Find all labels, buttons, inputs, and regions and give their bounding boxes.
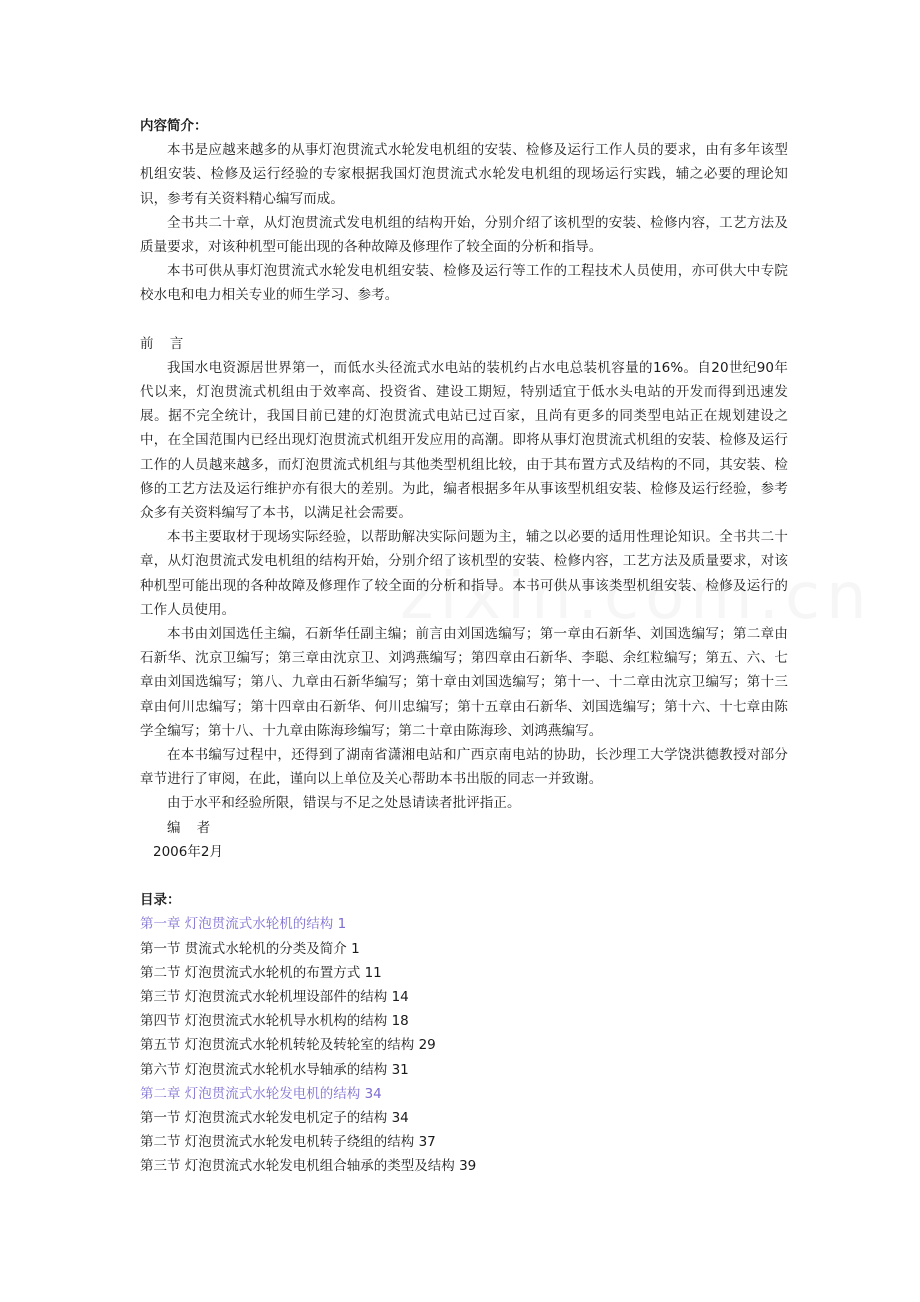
section-gap [140,308,788,332]
summary-paragraph: 本书可供从事灯泡贯流式水轮发电机组安装、检修及运行等工作的工程技术人员使用，亦可供大中专院校水电和电力相关专业的师生学习、参考。 [140,263,788,304]
foreword-heading: 前 言 [140,335,190,352]
toc-chapter-link[interactable]: 第一章 灯泡贯流式水轮机的结构 1 [140,916,347,933]
toc-section-item: 第三节 灯泡贯流式水轮机埋设部件的结构 14 [140,988,409,1005]
toc-section-item: 第二节 灯泡贯流式水轮发电机转子绕组的结构 37 [140,1134,436,1151]
toc-section-item: 第一节 灯泡贯流式水轮发电机定子的结构 34 [140,1109,409,1126]
toc-section-item: 第五节 灯泡贯流式水轮机转轮及转轮室的结构 29 [140,1037,436,1054]
summary-paragraph: 全书共二十章，从灯泡贯流式发电机组的结构开始，分别介绍了该机型的安装、检修内容，工艺方法及质量要求，对该种机型可能出现的各种故障及修理作了较全面的分析和指导。 [140,214,788,256]
toc-section-item: 第三节 灯泡贯流式水轮发电机组合轴承的类型及结构 39 [140,1158,477,1175]
foreword-paragraph: 我国水电资源居世界第一，而低水头径流式水电站的装机约占水电总装机容量的16%。自20世纪90年代以来，灯泡贯流式机组由于效率高、投资省、建设工期短，特别适宜于低水头电站的开发而得到迅速发展。据不完全统计，我国目前已建的灯泡贯流式电站已过百家，且尚有更多的同类型电站正在规划建设之中，在全国范围内已经出现灯泡贯流式机组开发应用的高潮。即将从事灯泡贯流式机组的安装、检修及运行工作的人员越来越多，而灯泡贯流式机组与其他类型机组比较，由于其布置方式及结构的不同，其安装、检修的工艺方法及运行维护亦有很大的差别。为此，编者根据多年从事该型机组安装、检修及运行经验，参考众多有关资料编写了本书，以满足社会需要。 [140,359,788,522]
toc-section-item: 第一节 贯流式水轮机的分类及简介 1 [140,940,360,957]
summary-heading: 内容简介： [140,118,208,134]
foreword-paragraph: 由于水平和经验所限，错误与不足之处恳请读者批评指正。 [167,795,521,812]
editor-signature: 编 者 [167,819,217,836]
foreword-paragraph: 在本书编写过程中，还得到了湖南省潇湘电站和广西京南电站的协助，长沙理工大学饶洪德教授对部分章节进行了审阅，在此，谨向以上单位及关心帮助本书出版的同志一并致谢。 [140,747,788,788]
toc-section-item: 第六节 灯泡贯流式水轮机水导轴承的结构 31 [140,1061,409,1078]
foreword-date: 2006年2月 [153,843,223,860]
foreword-paragraph: 本书由刘国选任主编，石新华任副主编；前言由刘国选编写；第一章由石新华、刘国选编写；第二章由石新华、沈京卫编写；第三章由沈京卫、刘鸿燕编写；第四章由石新华、李聪、余红粒编写；第五、六、七章由刘国选编写；第八、九章由石新华编写；第十章由刘国选编写；第十一、十二章由沈京卫编写；第十三章由何川忠编写；第十四章由石新华、何川忠编写；第十五章由石新华、刘国选编写；第十六、十七章由陈学全编写；第十八、十九章由陈海珍编写；第二十章由陈海珍、刘鸿燕编写。 [140,626,788,739]
document-page [140,114,788,1179]
toc-section-item: 第四节 灯泡贯流式水轮机导水机构的结构 18 [140,1013,409,1030]
foreword-paragraph: 本书主要取材于现场实际经验，以帮助解决实际问题为主，辅之以必要的适用性理论知识。全书共二十章，从灯泡贯流式发电机组的结构开始，分别介绍了该机型的安装、检修内容，工艺方法及质量要求，对该种机型可能出现的各种故障及修理作了较全面的分析和指导。本书可供从事该类型机组安装、检修及运行的工作人员使用。 [140,529,788,618]
toc-section-item: 第二节 灯泡贯流式水轮机的布置方式 11 [140,964,382,981]
toc-list [140,912,788,1178]
summary-paragraph: 本书是应越来越多的从事灯泡贯流式水轮发电机组的安装、检修及运行工作人员的要求，由有多年该型机组安装、检修及运行经验的专家根据我国灯泡贯流式水轮发电机组的现场运行实践，辅之必要的理论知识，参考有关资料精心编写而成。 [140,142,788,207]
section-gap [140,864,788,888]
toc-heading: 目录： [140,892,181,909]
toc-chapter-link[interactable]: 第二章 灯泡贯流式水轮发电机的结构 34 [140,1085,382,1102]
